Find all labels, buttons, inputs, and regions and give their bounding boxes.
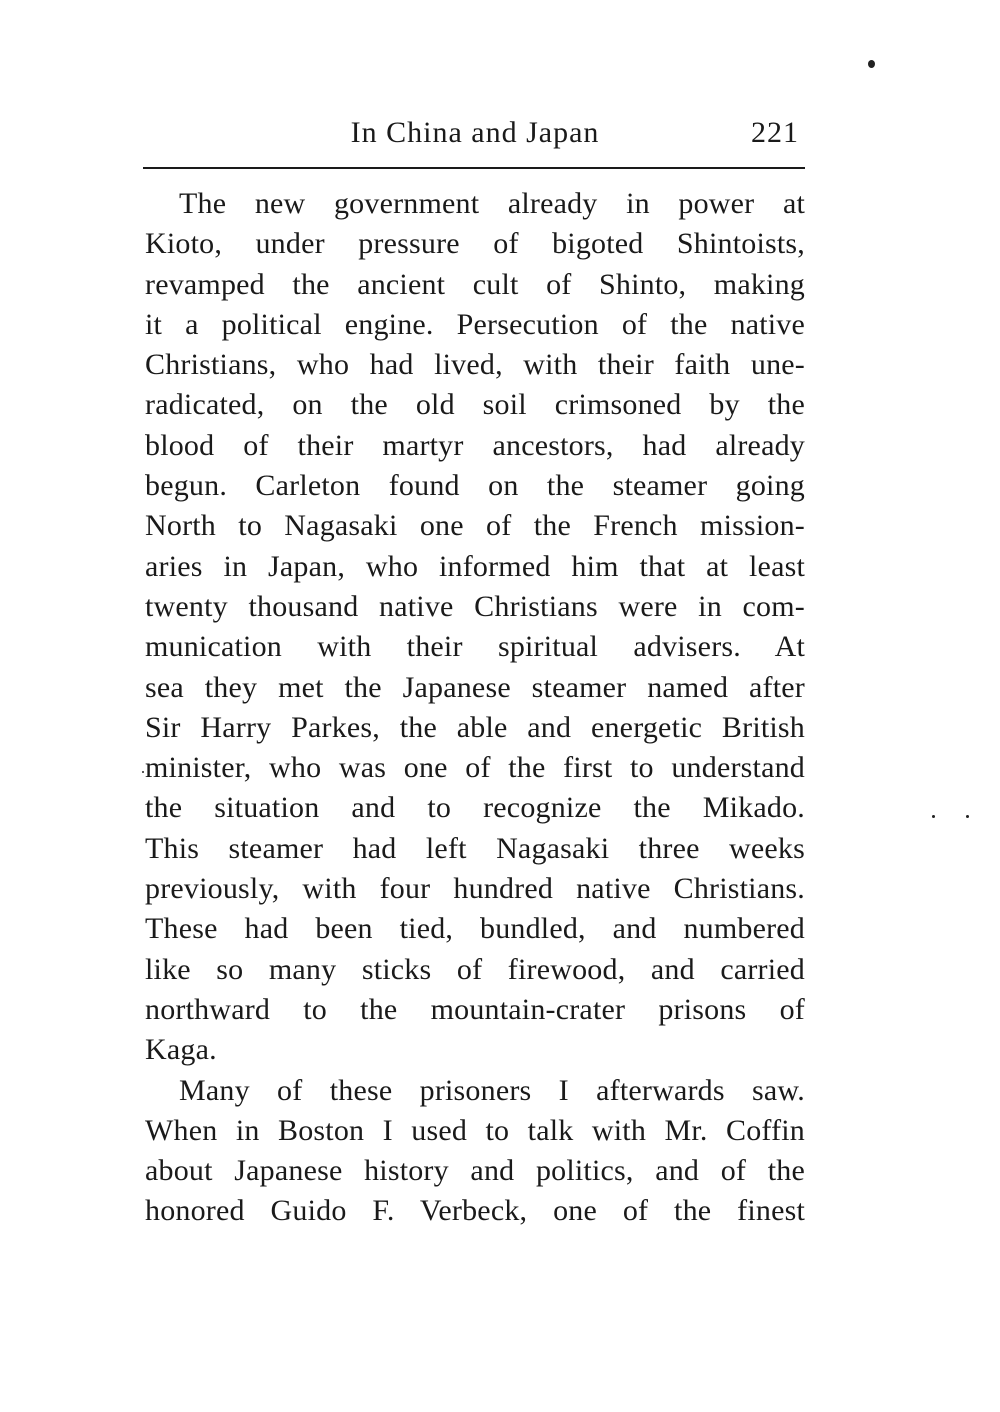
text-line: This steamer had left Nagasaki three weeks: [145, 831, 805, 865]
text-line: sea they met the Japanese steamer named after: [145, 670, 805, 704]
text-line: blood of their martyr ancestors, had already: [145, 428, 805, 462]
text-line: honored Guido F. Verbeck, one of the finest: [145, 1194, 805, 1228]
scan-speck: [932, 815, 935, 818]
text-line: Kaga.: [145, 1033, 217, 1067]
body-text: [145, 184, 805, 1232]
text-line: These had been tied, bundled, and numbered: [145, 912, 805, 946]
text-line: twenty thousand native Christians were in com-: [145, 589, 805, 623]
text-line: North to Nagasaki one of the French mission-: [145, 509, 805, 543]
running-head: In China and Japan: [350, 116, 600, 149]
text-line: Sir Harry Parkes, the able and energetic British: [145, 710, 805, 744]
header-rule: [143, 167, 805, 169]
text-line: Many of these prisoners I afterwards saw.: [179, 1073, 805, 1107]
scan-speck: [868, 60, 875, 68]
text-line: about Japanese history and politics, and of the: [145, 1154, 805, 1188]
text-line: minister, who was one of the first to understand: [145, 751, 805, 785]
page-number: 221: [751, 116, 799, 149]
text-line: northward to the mountain-crater prisons of: [145, 992, 805, 1026]
text-line: like so many sticks of firewood, and carried: [145, 952, 805, 986]
scan-speck: [966, 815, 969, 818]
text-line: the situation and to recognize the Mikado.: [145, 791, 805, 825]
scan-speck: [142, 771, 144, 773]
paragraph-1: [145, 184, 805, 1071]
paragraph-2: [145, 1071, 805, 1232]
text-line: begun. Carleton found on the steamer going: [145, 469, 805, 503]
text-line: it a political engine. Persecution of the native: [145, 307, 805, 341]
text-line: Christians, who had lived, with their faith une-: [145, 348, 805, 382]
text-line: radicated, on the old soil crimsoned by the: [145, 388, 805, 422]
text-line: Kioto, under pressure of bigoted Shintoists,: [145, 227, 805, 261]
text-line: revamped the ancient cult of Shinto, making: [145, 267, 805, 301]
text-line: previously, with four hundred native Christians.: [145, 872, 805, 906]
text-line: The new government already in power at: [179, 187, 805, 220]
text-line: munication with their spiritual advisers. At: [145, 630, 805, 664]
text-line: aries in Japan, who informed him that at least: [145, 549, 805, 583]
text-line: When in Boston I used to talk with Mr. Coffin: [145, 1113, 805, 1147]
page-header: [145, 112, 805, 162]
